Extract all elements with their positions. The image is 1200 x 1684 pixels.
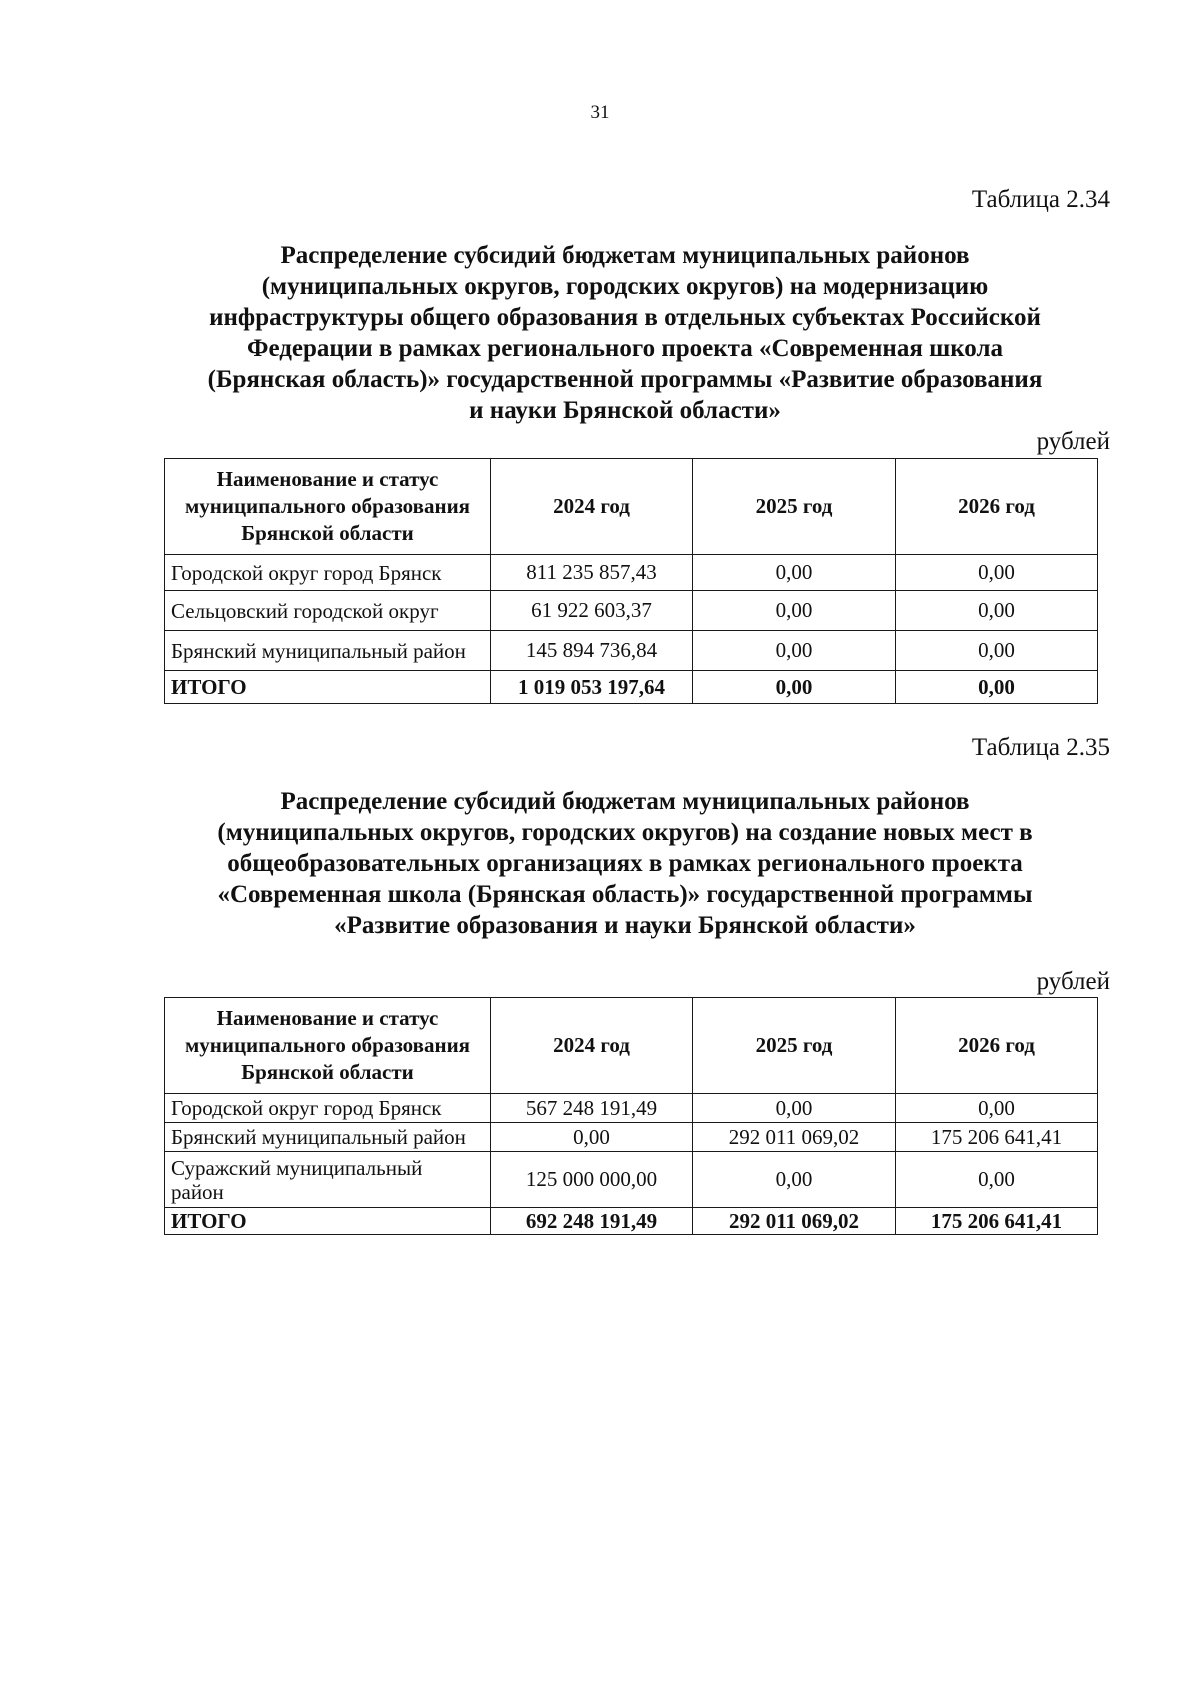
header-2024: 2024 год <box>491 459 693 555</box>
cell-2024: 145 894 736,84 <box>491 631 693 671</box>
header-name-line: Наименование и статус <box>216 467 439 491</box>
title-line: и науки Брянской области» <box>469 397 781 424</box>
table-total-row <box>165 1208 1098 1235</box>
cell-2026: 175 206 641,41 <box>896 1123 1098 1152</box>
table-row <box>165 1152 1098 1208</box>
title-line: инфраструктуры общего образования в отдельных субъектах Российской <box>209 304 1041 331</box>
row-name <box>165 631 491 671</box>
row-name <box>165 1123 491 1152</box>
table-header-row <box>165 998 1098 1094</box>
table-total-row <box>165 671 1098 704</box>
row-name-line: Сельцовский городской округ <box>171 598 439 623</box>
header-2025: 2025 год <box>693 998 896 1094</box>
title-line: Распределение субсидий бюджетам муниципальных районов <box>280 242 970 269</box>
table-row <box>165 1123 1098 1152</box>
total-2026: 175 206 641,41 <box>896 1208 1098 1235</box>
cell-2024: 811 235 857,43 <box>491 555 693 591</box>
row-name <box>165 591 491 631</box>
cell-2025: 0,00 <box>693 1152 896 1208</box>
cell-2025: 292 011 069,02 <box>693 1123 896 1152</box>
cell-2026: 0,00 <box>896 631 1098 671</box>
total-2026: 0,00 <box>896 671 1098 704</box>
cell-2025: 0,00 <box>693 591 896 631</box>
title-line: «Современная школа (Брянская область)» государственной программы <box>217 881 1033 908</box>
total-2024: 1 019 053 197,64 <box>491 671 693 704</box>
row-name-line: Суражский муниципальный <box>171 1155 423 1180</box>
row-name <box>165 1094 491 1123</box>
cell-2025: 0,00 <box>693 555 896 591</box>
table-row <box>165 1094 1098 1123</box>
unit-label: рублей <box>1036 968 1110 995</box>
subsidy-table <box>164 997 1098 1235</box>
header-2025: 2025 год <box>693 459 896 555</box>
title-line: (Брянская область)» государственной программы «Развитие образования <box>207 366 1043 393</box>
total-2025: 0,00 <box>693 671 896 704</box>
cell-2026: 0,00 <box>896 555 1098 591</box>
total-label: ИТОГО <box>165 671 491 704</box>
cell-2024: 61 922 603,37 <box>491 591 693 631</box>
title-line: Распределение субсидий бюджетам муниципальных районов <box>280 788 970 815</box>
row-name-line: Городской округ город Брянск <box>171 1096 442 1120</box>
subsidy-table <box>164 458 1098 704</box>
header-name <box>165 459 491 555</box>
header-2024: 2024 год <box>491 998 693 1094</box>
table-header-row <box>165 459 1098 555</box>
cell-2026: 0,00 <box>896 591 1098 631</box>
row-name-line: Брянский муниципальный район <box>171 638 466 663</box>
table-title <box>165 786 1085 941</box>
table-title <box>165 240 1085 426</box>
title-line: общеобразовательных организациях в рамках регионального проекта <box>227 850 1023 877</box>
total-2024: 692 248 191,49 <box>491 1208 693 1235</box>
header-name-line: Наименование и статус <box>216 1006 439 1030</box>
cell-2024: 0,00 <box>491 1123 693 1152</box>
title-line: «Развитие образования и науки Брянской области» <box>334 912 916 939</box>
cell-2025: 0,00 <box>693 1094 896 1123</box>
header-name-line: муниципального образования <box>184 494 471 518</box>
header-2026: 2026 год <box>896 459 1098 555</box>
row-name-line: район <box>171 1179 224 1204</box>
title-line: (муниципальных округов, городских округов) на создание новых мест в <box>217 819 1033 846</box>
header-name-line: Брянской области <box>241 1060 414 1084</box>
cell-2026: 0,00 <box>896 1152 1098 1208</box>
cell-2024: 125 000 000,00 <box>491 1152 693 1208</box>
header-name <box>165 998 491 1094</box>
table-label: Таблица 2.35 <box>971 734 1110 761</box>
cell-2025: 0,00 <box>693 631 896 671</box>
row-name <box>165 1152 491 1208</box>
row-name-line: Брянский муниципальный район <box>171 1125 466 1149</box>
cell-2024: 567 248 191,49 <box>491 1094 693 1123</box>
page-number: 31 <box>590 102 610 123</box>
unit-label: рублей <box>1036 428 1110 455</box>
row-name <box>165 555 491 591</box>
header-name-line: Брянской области <box>241 521 414 545</box>
title-line: Федерации в рамках регионального проекта «Современная школа <box>247 335 1003 362</box>
table-row <box>165 555 1098 591</box>
total-2025: 292 011 069,02 <box>693 1208 896 1235</box>
table-row <box>165 591 1098 631</box>
cell-2026: 0,00 <box>896 1094 1098 1123</box>
title-line: (муниципальных округов, городских округов) на модернизацию <box>261 273 989 300</box>
table-row <box>165 631 1098 671</box>
header-2026: 2026 год <box>896 998 1098 1094</box>
table-label: Таблица 2.34 <box>971 186 1110 213</box>
row-name-line: Городской округ город Брянск <box>171 560 442 585</box>
header-name-line: муниципального образования <box>184 1033 471 1057</box>
total-label: ИТОГО <box>165 1208 491 1235</box>
